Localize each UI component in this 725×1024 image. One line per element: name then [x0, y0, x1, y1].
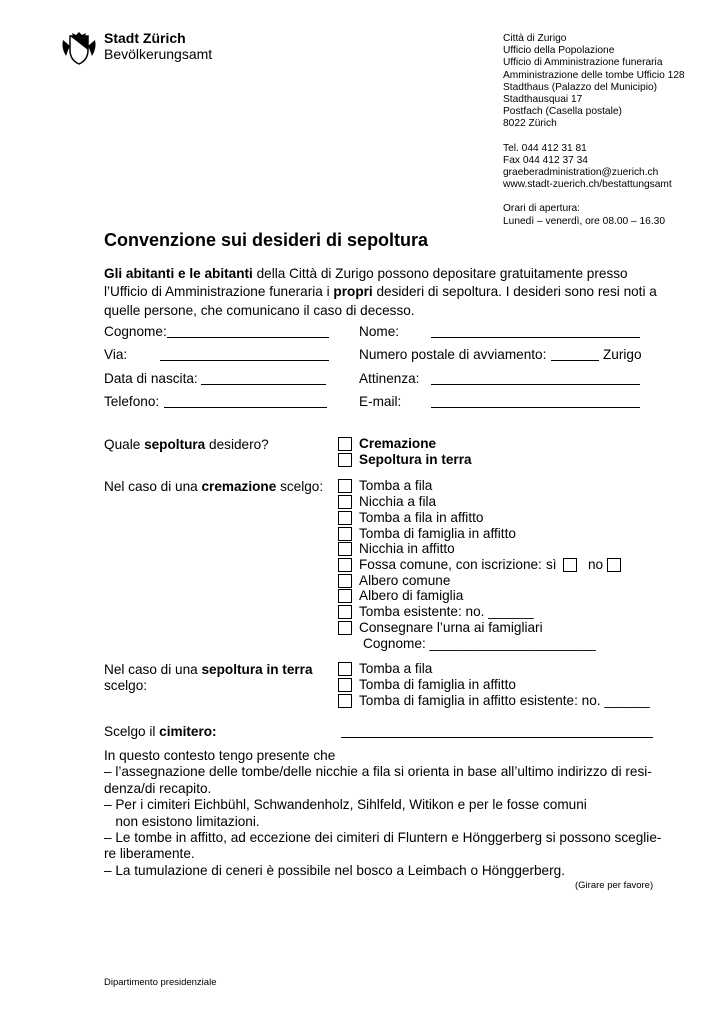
option-label: Tomba esistente: no. ______: [359, 604, 534, 619]
note-line: – La tumulazione di ceneri è possibile nel bosco a Leimbach o Hönggerberg.: [104, 862, 565, 878]
tomba-famiglia-affitto-checkbox[interactable]: [338, 527, 352, 541]
address-block: [503, 33, 685, 228]
option-label: Tomba di famiglia in affitto esistente: no. ______: [359, 693, 650, 708]
albero-comune-checkbox[interactable]: [338, 574, 352, 588]
phone: Tel. 044 412 31 81: [503, 142, 587, 154]
option-label: Albero comune: [359, 573, 451, 588]
address-line: Stadthaus (Palazzo del Municipio): [503, 81, 658, 93]
telefono-label: Telefono:: [104, 394, 160, 409]
nicchia-fila-checkbox[interactable]: [338, 495, 352, 509]
cremation-question: Nel caso di una cremazione scelgo:: [104, 479, 324, 494]
nicchia-affitto-checkbox[interactable]: [338, 542, 352, 556]
hours-value: Lunedì – venerdì, ore 08.00 – 16.30: [503, 215, 665, 227]
intro-text: della Città di Zurigo possono depositare gratuitamente presso l’Ufficio di Amministrazione funeraria i: [104, 266, 628, 300]
option-label: Albero di famiglia: [359, 588, 464, 603]
no-label: no: [588, 557, 604, 572]
tomba-fila-checkbox[interactable]: [338, 479, 352, 493]
intro-text-end: desideri di sepoltura. I desideri sono resi noti a quelle persone, che comunicano il caso di decesso.: [104, 284, 657, 318]
turn-over-note: (Girare per favore): [575, 880, 654, 891]
nome-label: Nome:: [359, 324, 400, 339]
consegnare-urna-checkbox[interactable]: [338, 621, 352, 635]
email-field[interactable]: [431, 407, 640, 408]
note-line: non esistono limitazioni.: [104, 813, 260, 829]
option-label: Tomba a fila: [359, 661, 433, 676]
department-name: Bevölkerungsamt: [104, 46, 213, 62]
sepoltura-terra-checkbox[interactable]: [338, 453, 352, 467]
address-line: Ufficio di Amministrazione funeraria: [503, 57, 663, 69]
address-line: Stadthausquai 17: [503, 94, 583, 106]
cognome-label: Cognome:: [104, 324, 167, 339]
cremazione-label: Cremazione: [359, 436, 437, 451]
nome-field[interactable]: [431, 337, 640, 338]
terra-tomba-fila-checkbox[interactable]: [338, 662, 352, 676]
cemetery-field[interactable]: [341, 737, 653, 738]
city-name: Stadt Zürich: [104, 30, 186, 46]
option-label: Tomba di famiglia in affitto: [359, 677, 516, 692]
nascita-field[interactable]: [201, 384, 326, 385]
cremazione-checkbox[interactable]: [338, 437, 352, 451]
fossa-comune-checkbox[interactable]: [338, 558, 352, 572]
address-line: Città di Zurigo: [503, 33, 567, 44]
website-link[interactable]: www.stadt-zuerich.ch/bestattungsamt: [503, 179, 672, 191]
option-label: Tomba a fila: [359, 478, 433, 493]
urna-cognome-field[interactable]: Cognome: ______________________: [363, 636, 596, 651]
option-label: Consegnare l’urna ai famigliari: [359, 620, 543, 635]
intro-paragraph: [104, 265, 664, 320]
npa-field[interactable]: [551, 360, 599, 361]
note-line: denza/di recapito.: [104, 780, 212, 796]
email-address[interactable]: graeberadministration@zuerich.ch: [503, 167, 659, 179]
telefono-field[interactable]: [164, 407, 327, 408]
attinenza-field[interactable]: [431, 384, 640, 385]
note-line: – l’assegnazione delle tombe/delle nicchie a fila si orienta in base all’ultimo indirizzo di resi-: [104, 764, 652, 780]
address-line: Amministrazione delle tombe Ufficio 128: [503, 69, 685, 81]
terra-tomba-famiglia-checkbox[interactable]: [338, 678, 352, 692]
page-title: Convenzione sui desideri di sepoltura: [104, 230, 429, 250]
option-label: Nicchia a fila: [359, 494, 437, 509]
note-line: In questo contesto tengo presente che: [104, 748, 336, 763]
iscrizione-no-checkbox[interactable]: [607, 558, 621, 572]
via-label: Via:: [104, 347, 128, 362]
burial-question: Quale sepoltura desidero?: [104, 437, 269, 452]
option-label: Nicchia in affitto: [359, 541, 455, 556]
note-line: – Le tombe in affitto, ad eccezione dei cimiteri di Fluntern e Hönggerberg si possono sceglie-: [104, 830, 662, 846]
footer-department: Dipartimento presidenziale: [104, 977, 217, 988]
email-label: E-mail:: [359, 394, 402, 409]
tomba-fila-affitto-checkbox[interactable]: [338, 511, 352, 525]
si-label: sì: [546, 557, 557, 572]
albero-famiglia-checkbox[interactable]: [338, 589, 352, 603]
address-line: 8022 Zürich: [503, 118, 557, 130]
earth-question: Nel caso di una sepoltura in terra: [104, 662, 313, 677]
cognome-field[interactable]: [167, 337, 329, 338]
intro-bold: Gli abitanti e le abitanti: [104, 266, 253, 281]
npa-label: Numero postale di avviamento:: [359, 347, 547, 362]
note-line: – Per i cimiteri Eichbühl, Schwandenholz, Sihlfeld, Witikon e per le fosse comuni: [104, 797, 587, 813]
intro-bold-propri: propri: [333, 284, 373, 300]
option-label: Tomba a fila in affitto: [359, 510, 484, 525]
iscrizione-si-checkbox[interactable]: [563, 558, 577, 572]
sepoltura-terra-label: Sepoltura in terra: [359, 452, 472, 467]
via-field[interactable]: [160, 360, 329, 361]
tomba-esistente-checkbox[interactable]: [338, 605, 352, 619]
note-line: re liberamente.: [104, 846, 195, 862]
organisation-name: [104, 30, 212, 62]
nascita-label: Data di nascita:: [104, 371, 198, 386]
address-line: Postfach (Casella postale): [503, 106, 622, 118]
npa-city: Zurigo: [603, 347, 642, 362]
zurich-coat-of-arms-logo: [60, 32, 98, 66]
attinenza-label: Attinenza:: [359, 371, 420, 386]
cemetery-label: Scelgo il cimitero:: [104, 724, 217, 739]
terra-tomba-esistente-checkbox[interactable]: [338, 694, 352, 708]
hours-label: Orari di apertura:: [503, 203, 581, 215]
address-line: Ufficio della Popolazione: [503, 45, 615, 57]
option-label: Tomba di famiglia in affitto: [359, 526, 516, 541]
option-label: Fossa comune, con iscrizione:: [359, 557, 542, 572]
fax: Fax 044 412 37 34: [503, 154, 588, 166]
earth-question-line2: scelgo:: [104, 678, 148, 693]
notes-block: [104, 748, 664, 879]
